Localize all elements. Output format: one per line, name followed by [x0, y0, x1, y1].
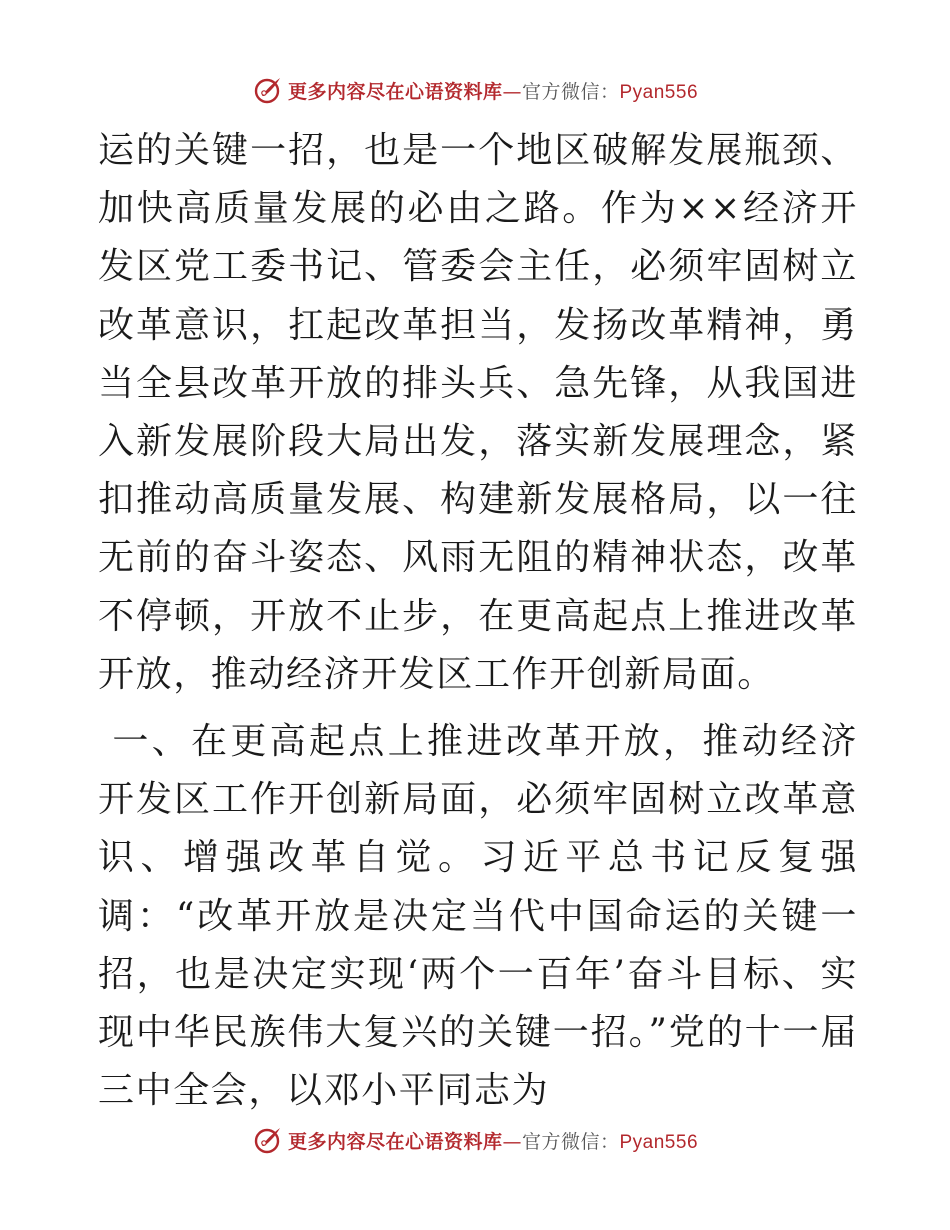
watermark-separator: — — [502, 80, 522, 103]
header-watermark — [0, 72, 950, 108]
watermark-official-label: 官方微信： — [521, 1130, 620, 1153]
body-paragraph-1: 运的关键一招，也是一个地区破解发展瓶颈、加快高质量发展的必由之路。作为××经济开发区党工委书记、管委会主任，必须牢固树立改革意识，扛起改革担当，发扬改革精神，勇当全县改革开放的排头兵、急先锋，从我国进入新发展阶段大局出发，落实新发展理念，紧扣推动高质量发展、构建新发展格局，以一往无前的奋斗姿态、风雨无阻的精神状态，改革不停顿，开放不止步，在更高起点上推进改革开放，推动经济开发区工作开创新局面。 — [98, 130, 858, 695]
watermark-brand-text: 更多内容尽在心语资料库 — [287, 1130, 503, 1153]
document-body — [98, 122, 858, 1120]
watermark-official-label: 官方微信： — [521, 80, 620, 103]
watermark-wechat-id: Pyan556 — [619, 1131, 699, 1153]
watermark-wechat-id: Pyan556 — [619, 81, 699, 103]
quill-circle-logo-icon — [252, 74, 284, 106]
watermark-brand-text: 更多内容尽在心语资料库 — [287, 80, 503, 103]
footer-watermark — [0, 1122, 950, 1158]
body-paragraph-2: 一、在更高起点上推进改革开放，推动经济开发区工作开创新局面，必须牢固树立改革意识、增强改革自觉。习近平总书记反复强调：“改革开放是决定当代中国命运的关键一招，也是决定实现‘两个一百年’奋斗目标、实现中华民族伟大复兴的关键一招。”党的十一届三中全会，以邓小平同志为 — [98, 721, 858, 1112]
quill-circle-logo-icon — [252, 1124, 284, 1156]
watermark-separator: — — [502, 1130, 522, 1153]
